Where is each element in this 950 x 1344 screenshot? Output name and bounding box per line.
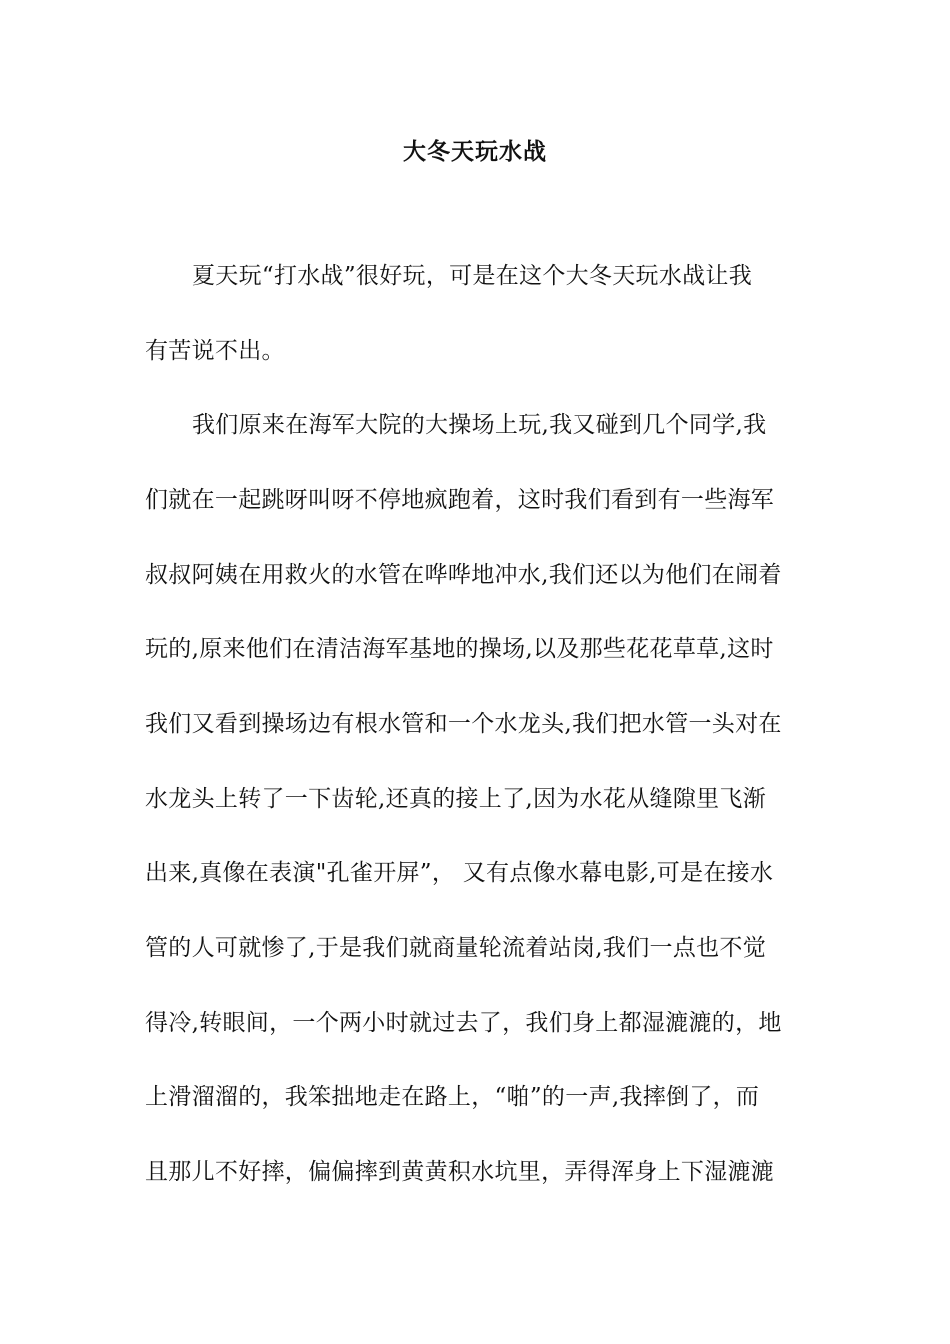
paragraph-line: 得冷,转眼间，一个两小时就过去了，我们身上都湿漉漉的，地 xyxy=(145,1010,782,1036)
page-title: 大冬天玩水战 xyxy=(403,139,547,165)
paragraph-line: 们就在一起跳呀叫呀不停地疯跑着，这时我们看到有一些海军 xyxy=(145,487,775,513)
paragraph-line: 我们原来在海军大院的大操场上玩,我又碰到几个同学,我 xyxy=(192,412,767,438)
paragraph-line: 且那儿不好摔，偏偏摔到黄黄积水坑里，弄得浑身上下湿漉漉 xyxy=(145,1159,775,1185)
paragraph-line: 我们又看到操场边有根水管和一个水龙头,我们把水管一头对在 xyxy=(145,711,782,737)
paragraph-line: 叔叔阿姨在用救火的水管在哗哗地冲水,我们还以为他们在闹着 xyxy=(145,562,782,588)
paragraph-line: 上滑溜溜的，我笨拙地走在路上，“啪”的一声,我摔倒了，而 xyxy=(145,1084,760,1110)
paragraph-line: 管的人可就惨了,于是我们就商量轮流着站岗,我们一点也不觉 xyxy=(145,935,767,961)
paragraph-line: 夏天玩“打水战”很好玩，可是在这个大冬天玩水战让我 xyxy=(192,263,753,289)
paragraph-line: 水龙头上转了一下齿轮,还真的接上了,因为水花从缝隙里飞渐 xyxy=(145,786,767,812)
paragraph-line: 出来,真像在表演"孔雀开屏”， 又有点像水幕电影,可是在接水 xyxy=(145,860,774,886)
paragraph-line: 玩的,原来他们在清洁海军基地的操场,以及那些花花草草,这时 xyxy=(145,636,774,662)
paragraph-line: 有苦说不出。 xyxy=(145,338,285,364)
